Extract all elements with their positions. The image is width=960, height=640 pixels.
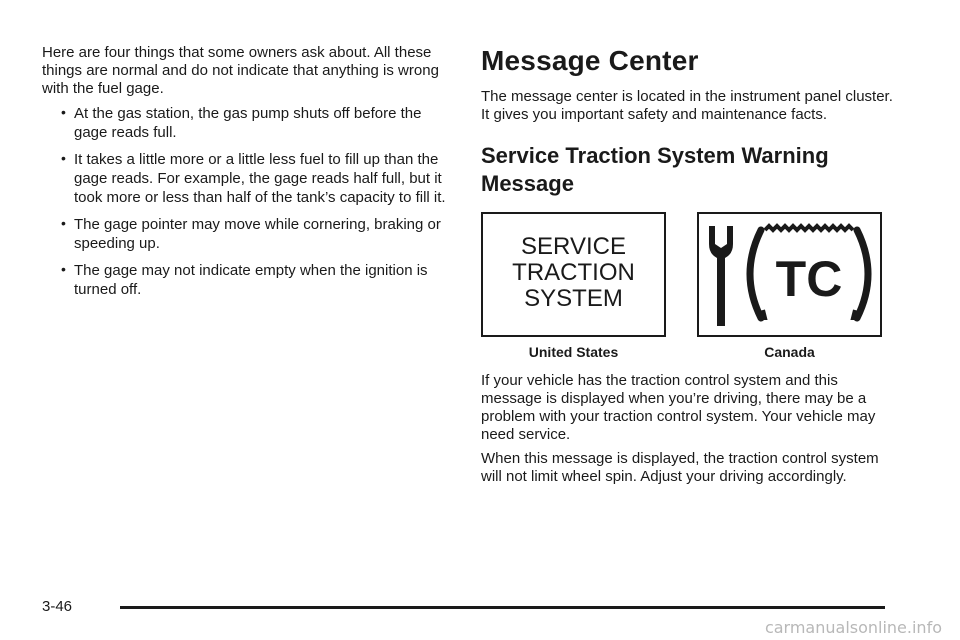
fuel-gage-bullet-list <box>42 104 452 299</box>
canada-figure-label: Canada <box>764 344 815 360</box>
bullet-item: • The gage may not indicate empty when the ignition is turned off. <box>61 261 428 298</box>
page-number: 3-46 <box>42 598 73 615</box>
wrench-icon <box>709 226 733 326</box>
left-column <box>42 44 452 307</box>
section-title: Message Center <box>481 45 699 76</box>
right-column <box>481 44 901 492</box>
bullet-item: • The gage pointer may move while cornering, braking or speeding up. <box>61 215 441 252</box>
bullet-item: • It takes a little more or a little less fuel to fill up than the gage reads. For example, the gage reads half full, but it took more or less than half of the tank’s capacity to fill it. <box>61 150 446 206</box>
service-warning-paragraph-2: When this message is displayed, the traction control system will not limit wheel spin. Adjust your driving accordingly. <box>481 450 879 485</box>
message-center-intro: The message center is located in the instrument panel cluster. It gives you important safety and maintenance facts. <box>481 88 893 123</box>
subsection-title: Service Traction System Warning Message <box>481 143 829 196</box>
watermark: carmanualsonline.info <box>764 618 942 637</box>
bullet-icon: • <box>61 215 66 231</box>
service-warning-paragraph-1: If your vehicle has the traction control system and this message is displayed when you’re driving, there may be a problem with your traction control system. Your vehicle may need service. <box>481 372 876 443</box>
warning-figures <box>481 212 901 372</box>
us-message-display <box>481 212 666 337</box>
footer-divider <box>120 606 885 609</box>
traction-control-icon <box>699 214 880 335</box>
fuel-gage-intro: Here are four things that some owners ask about. All these things are normal and do not indicate that anything is wrong with the fuel gage. <box>42 44 439 97</box>
page-footer <box>42 598 885 618</box>
bullet-icon: • <box>61 150 66 166</box>
bullet-item: • At the gas station, the gas pump shuts off before the gage reads full. <box>61 104 422 141</box>
us-figure-label: United States <box>528 344 619 360</box>
bullet-icon: • <box>61 261 66 277</box>
tc-text: TC <box>775 251 843 307</box>
canada-tc-symbol <box>697 212 882 337</box>
us-message-text: SERVICE TRACTION SYSTEM <box>512 233 635 312</box>
bullet-icon: • <box>61 104 66 120</box>
